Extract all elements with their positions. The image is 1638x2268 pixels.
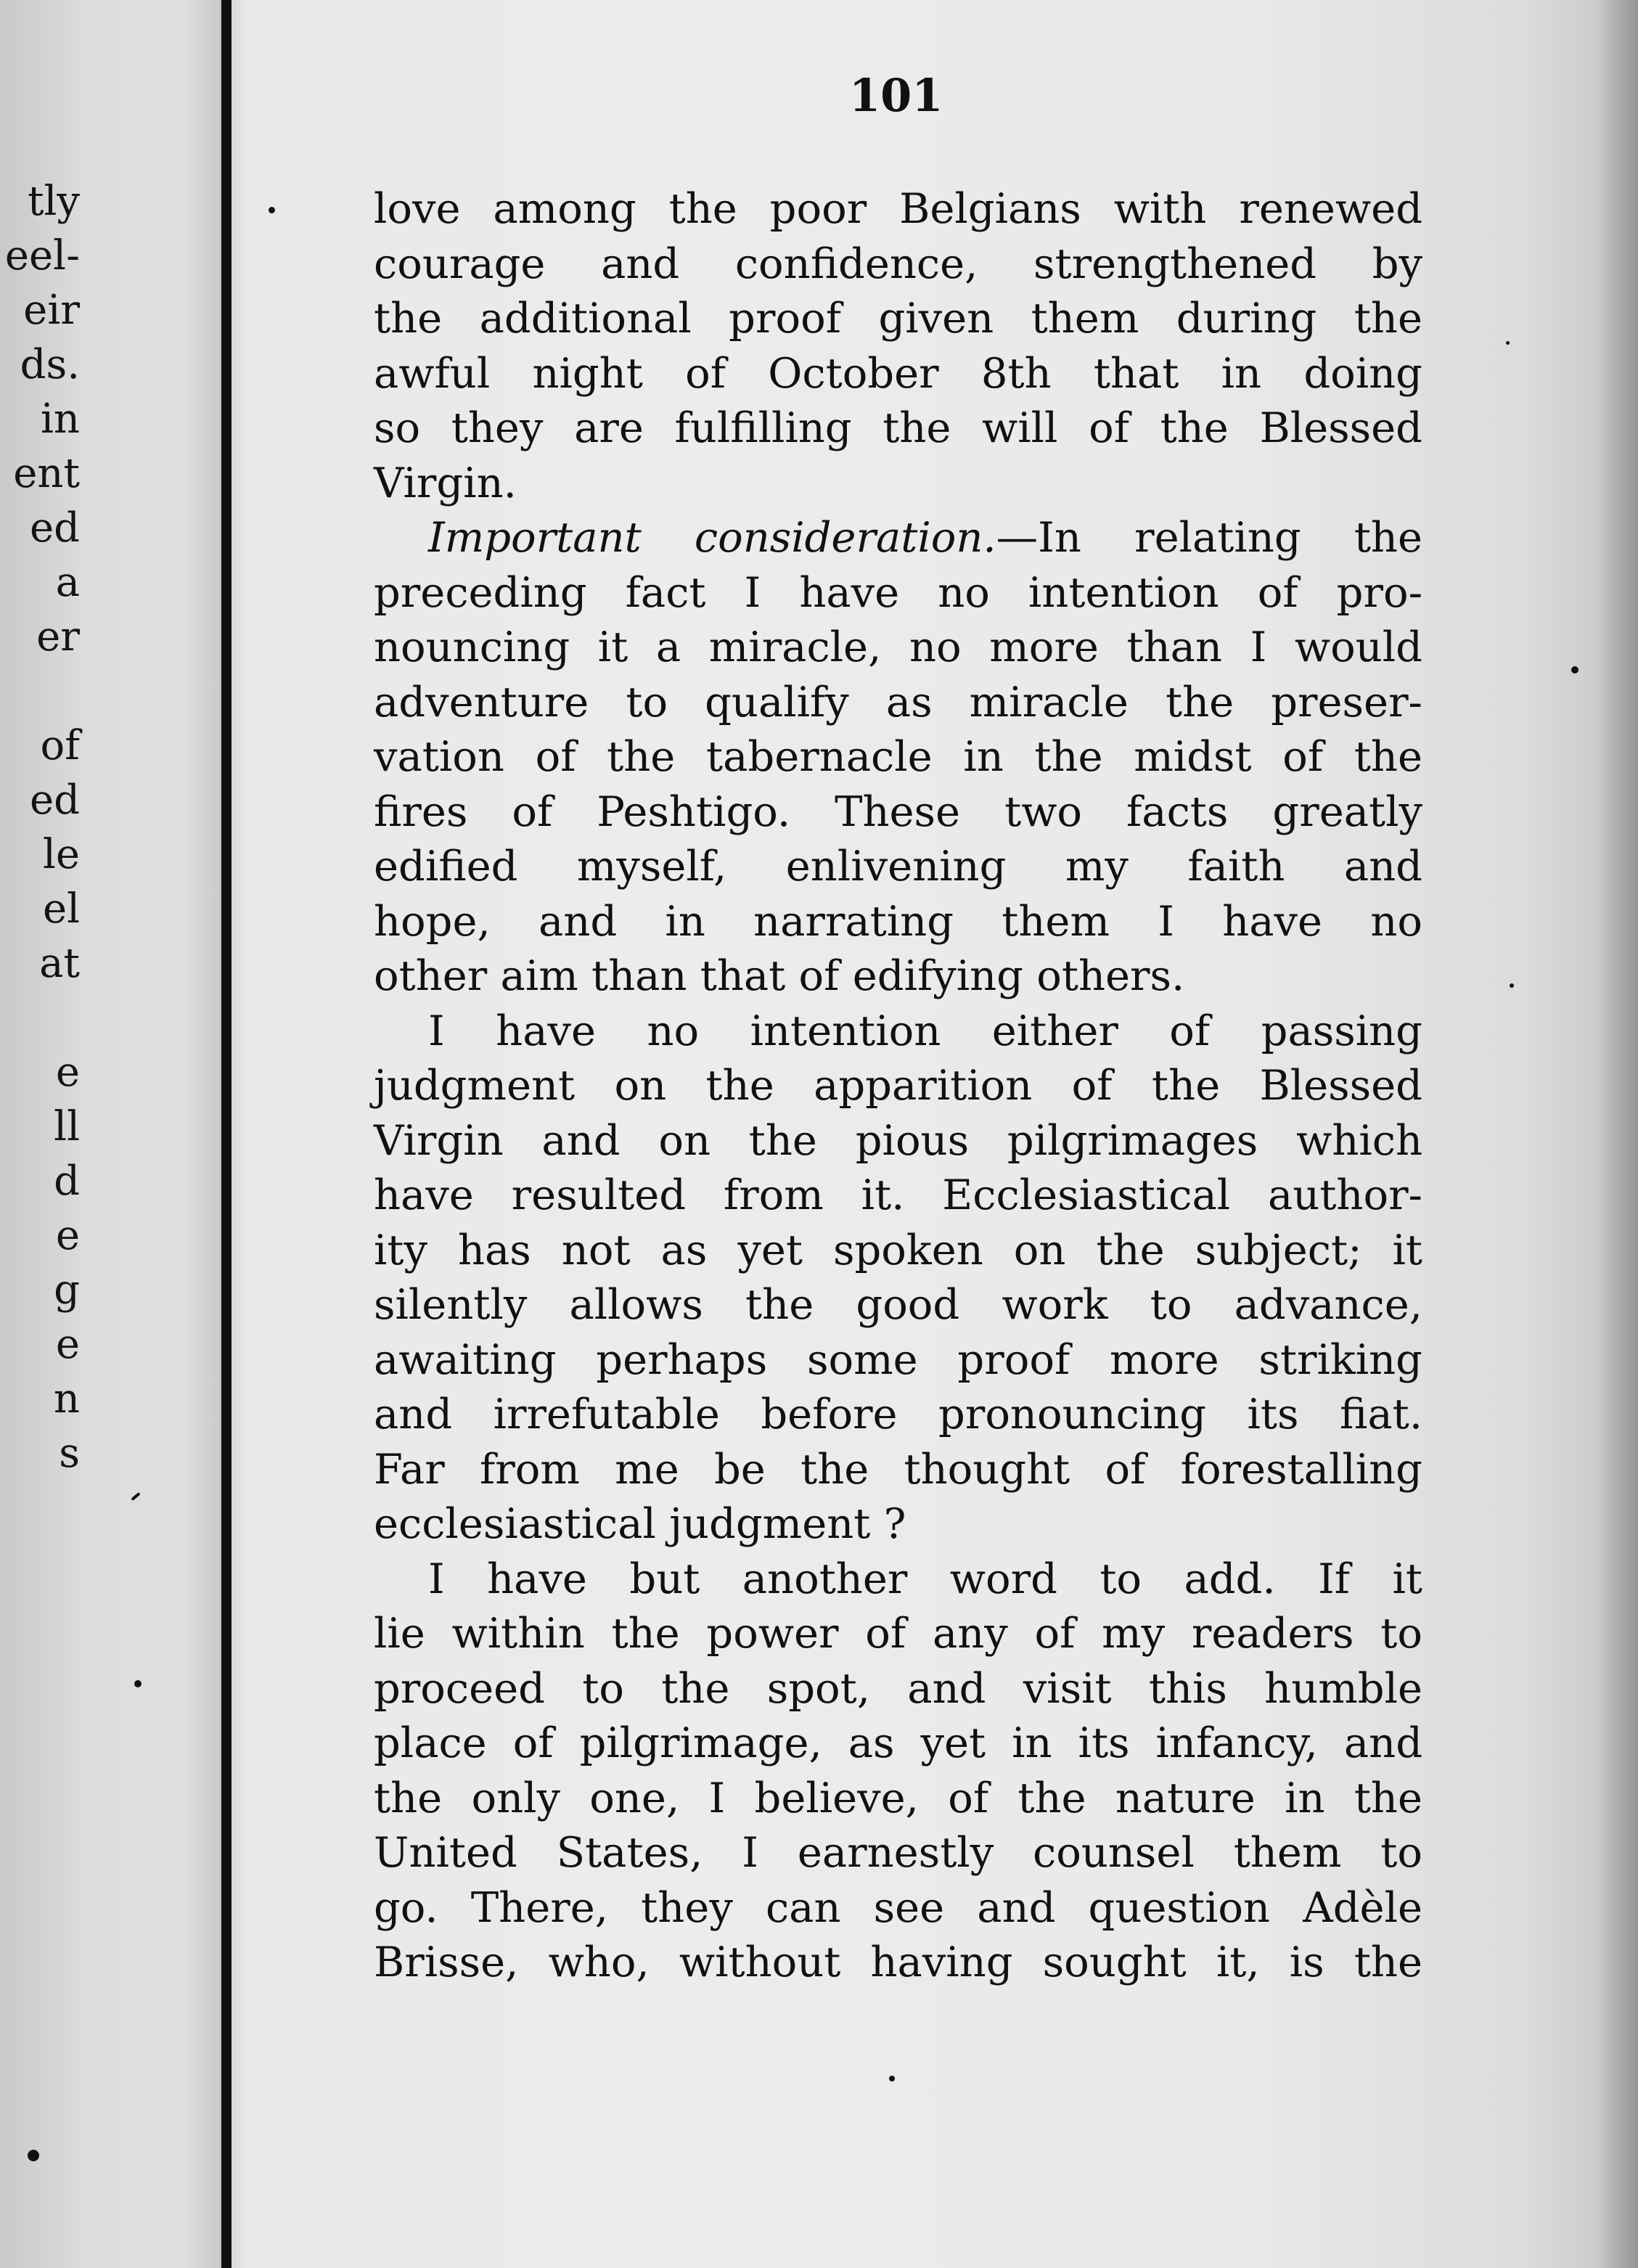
text-line: love among the poor Belgians with renewed — [374, 184, 1422, 233]
fragment-line: er — [36, 613, 80, 660]
text-line: awful night of October 8th that in doing — [374, 348, 1422, 398]
scan-speck — [1506, 341, 1510, 345]
text-line: place of pilgrimage, as yet in its infancy, and — [374, 1719, 1422, 1767]
paragraph — [374, 1552, 1422, 1990]
text-line: and irrefutable before pronouncing its fiat. — [374, 1390, 1422, 1438]
text-line: silently allows the good work to advance, — [374, 1280, 1422, 1329]
text-line: nouncing it a miracle, no more than I would — [374, 623, 1422, 671]
fragment-line: of — [40, 722, 80, 769]
text-line: ity has not as yet spoken on the subject; it — [374, 1225, 1422, 1274]
paragraph — [374, 181, 1422, 510]
fragment-line: tly — [27, 178, 80, 225]
text-line: adventure to qualify as miracle the preser- — [374, 677, 1422, 726]
text-line: so they are fulfilling the will of the Blessed — [374, 404, 1422, 452]
body-text — [374, 181, 1422, 1990]
text-line: edified myself, enlivening my faith and — [374, 842, 1422, 891]
scan-speck — [1571, 666, 1578, 674]
scan-speck — [28, 2150, 39, 2161]
text-fragment: —In relating the — [996, 513, 1422, 562]
paragraph — [374, 510, 1422, 1004]
section-heading: Important consideration. — [428, 513, 996, 562]
text-line: Virgin. — [374, 458, 517, 507]
scan-speck — [1510, 983, 1514, 988]
fragment-line: n — [53, 1375, 80, 1422]
fragment-line: eir — [23, 287, 80, 334]
fragment-line: d — [54, 1158, 80, 1205]
fragment-line: e — [55, 1321, 80, 1368]
text-line: Far from me be the thought of forestalling — [374, 1444, 1422, 1494]
text-line: proceed to the spot, and visit this humble — [374, 1663, 1422, 1713]
text-line: United States, I earnestly counsel them to — [374, 1828, 1422, 1877]
text-line: awaiting perhaps some proof more striking — [374, 1335, 1422, 1384]
fragment-line: e — [55, 1212, 80, 1259]
fragment-line: ent — [13, 450, 80, 497]
fragment-line — [0, 991, 80, 1045]
fragment-line: in — [41, 396, 80, 443]
text-line: hope, and in narrating them I have no — [374, 896, 1422, 946]
text-line: lie within the power of any of my readers to — [374, 1609, 1422, 1658]
fragment-line: s — [59, 1430, 80, 1477]
scan-speck — [131, 1492, 140, 1501]
page-edge-shadow — [1594, 0, 1638, 2268]
fragment-line: at — [39, 940, 80, 987]
text-line: judgment on the apparition of the Blessed — [374, 1061, 1422, 1110]
previous-page-fragments — [0, 174, 80, 1481]
page-number: 101 — [849, 69, 943, 122]
text-line: other aim than that of edifying others. — [374, 951, 1185, 1000]
fragment-line — [0, 664, 80, 719]
text-line: fires of Peshtigo. These two facts greatly — [374, 787, 1422, 836]
fragment-line: a — [55, 559, 80, 606]
fragment-line: le — [42, 831, 80, 878]
binding-gutter-line — [221, 0, 232, 2268]
text-line: I have but another word to add. If it — [428, 1554, 1422, 1603]
text-line: vation of the tabernacle in the midst of the — [374, 732, 1422, 781]
fragment-line: eel- — [4, 232, 80, 279]
text-line: have resulted from it. Ecclesiastical author- — [374, 1171, 1422, 1219]
text-line: ecclesiastical judgment ? — [374, 1499, 906, 1548]
gutter-shadow — [181, 0, 225, 2268]
scan-speck — [889, 2076, 895, 2081]
text-line: the only one, I believe, of the nature in the — [374, 1773, 1422, 1822]
text-line: Brisse, who, without having sought it, is the — [374, 1938, 1422, 1986]
fragment-line: g — [54, 1266, 80, 1314]
paragraph — [374, 1004, 1422, 1552]
text-line: courage and confidence, strengthened by — [374, 239, 1422, 288]
fragment-line: ed — [30, 504, 80, 552]
fragment-line: ll — [54, 1103, 80, 1150]
text-line — [374, 510, 1422, 565]
fragment-line: el — [42, 885, 80, 933]
fragment-line: e — [55, 1049, 80, 1096]
scan-speck — [269, 207, 275, 213]
text-line: Virgin and on the pious pilgrimages which — [374, 1115, 1422, 1165]
text-line: I have no intention either of passing — [428, 1006, 1422, 1055]
fragment-line: ds. — [20, 341, 80, 388]
text-line: the additional proof given them during the — [374, 294, 1422, 343]
scan-speck — [134, 1680, 142, 1687]
text-line: preceding fact I have no intention of pro- — [374, 568, 1422, 617]
fragment-line: ed — [30, 777, 80, 824]
text-line: go. There, they can see and question Adèle — [374, 1883, 1422, 1932]
